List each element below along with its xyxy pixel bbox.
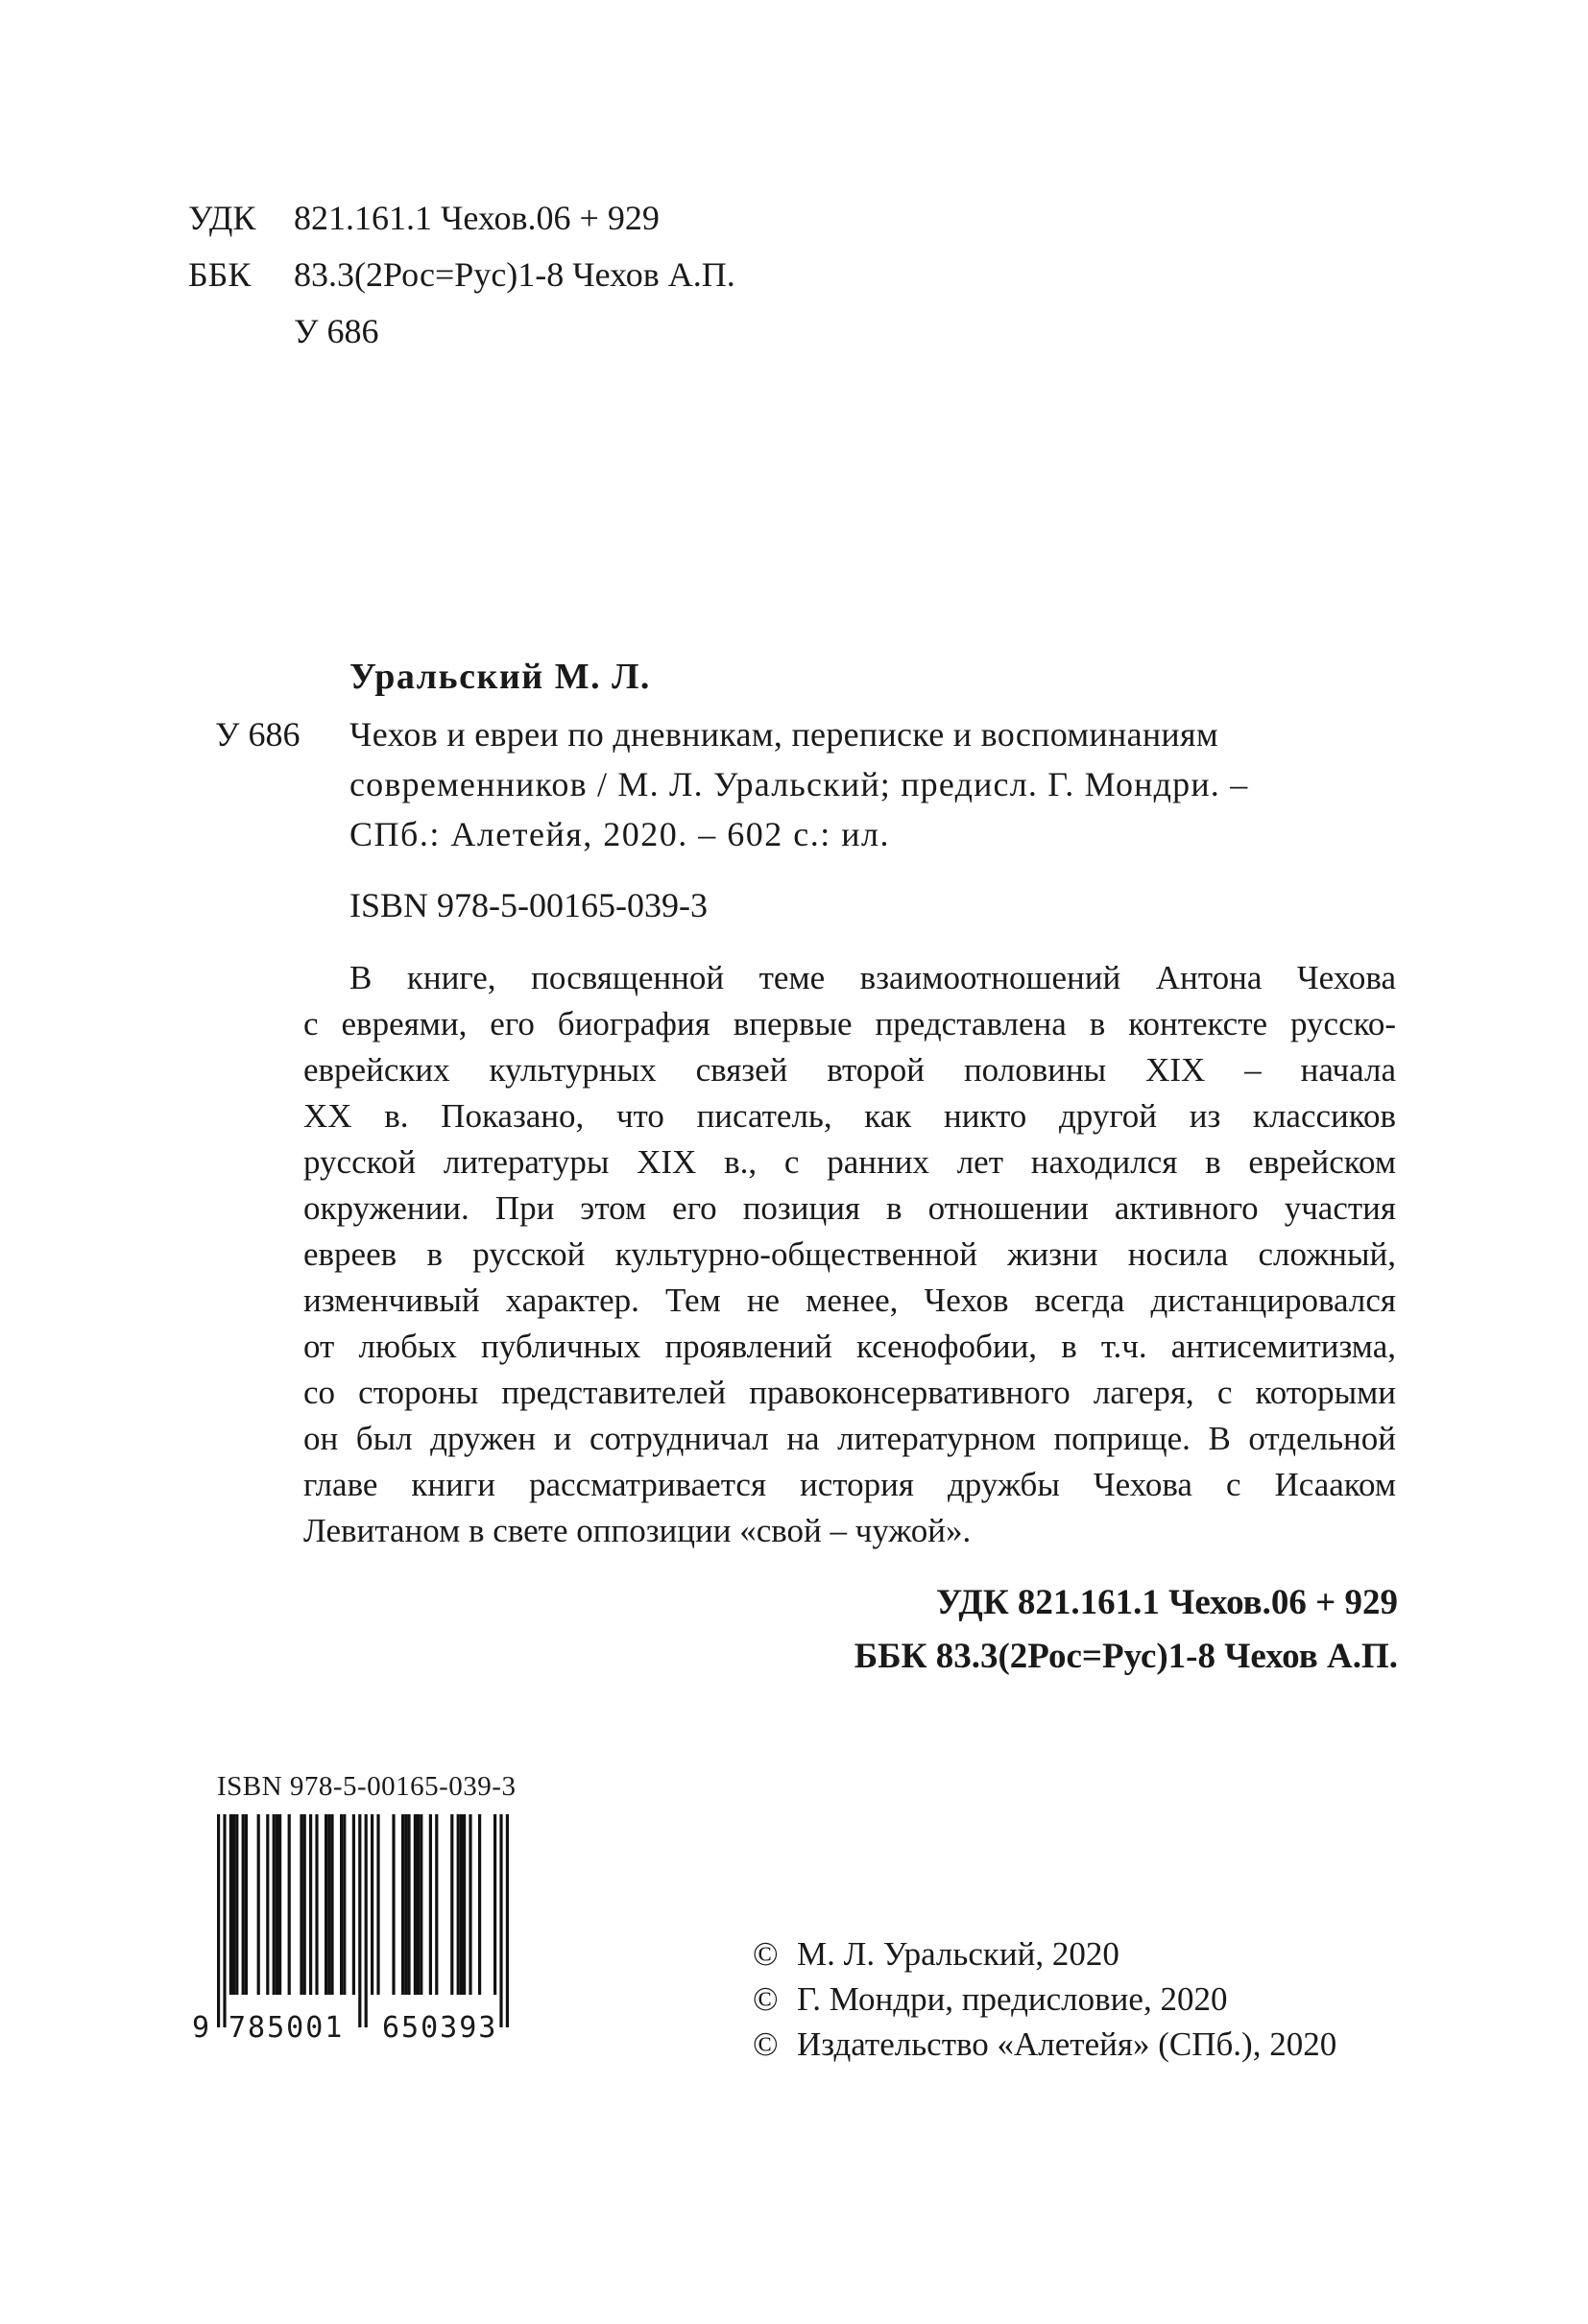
barcode-bar	[266, 1814, 269, 1995]
barcode-bar	[352, 1814, 355, 1995]
barcode-bar	[235, 1814, 238, 1995]
barcode-bar	[242, 1814, 245, 1995]
barcode-guard-bar	[506, 1814, 509, 2027]
call-number: У 686	[215, 715, 301, 754]
annotation-line: еврейских культурных связей второй половины XIX – начала	[303, 1051, 1396, 1089]
barcode-bar	[315, 1814, 318, 1995]
barcode-bar	[245, 1814, 248, 1995]
barcode-bar	[330, 1814, 333, 1995]
annotation-line: он был дружен и сотрудничал на литературном поприще. В отдельной	[303, 1420, 1396, 1457]
udk-code-bottom: УДК 821.161.1 Чехов.06 + 929	[935, 1583, 1398, 1622]
barcode-bar	[392, 1814, 395, 1995]
copyright-symbol: ©	[753, 2025, 779, 2063]
copyright-symbol: ©	[753, 1980, 779, 2018]
barcode-guard-bar	[499, 1814, 502, 2027]
barcode-image	[217, 1814, 536, 2030]
barcode-guard-bar	[217, 1814, 220, 2027]
barcode-lead-digit: 9	[192, 2011, 210, 2045]
annotation-line: евреев в русской культурно-общественной жизни носила сложный,	[303, 1235, 1396, 1273]
udk-value: 821.161.1 Чехов.06 + 929	[294, 199, 660, 237]
barcode-bar	[303, 1814, 306, 1995]
barcode-left-digits: 785001	[229, 2011, 345, 2045]
annotation-line: со стороны представителей правоконсервативного лагеря, с которыми	[303, 1374, 1396, 1411]
barcode-bar	[371, 1814, 373, 1995]
barcode-bar	[376, 1814, 379, 1995]
biblio-line: современников / М. Л. Уральский; предисл. Г. Мондри. –	[349, 765, 1249, 803]
barcode-right-digits: 650393	[382, 2011, 498, 2045]
bbk-label: ББК	[188, 255, 252, 294]
barcode-isbn: ISBN 978-5-00165-039-3	[217, 1771, 517, 1802]
barcode-bar	[417, 1814, 420, 1995]
bbk-value: 83.3(2Рос=Рус)1-8 Чехов А.П.	[294, 255, 735, 294]
annotation-line: от любых публичных проявлений ксенофобии, в т.ч. антисемитизма,	[303, 1328, 1396, 1365]
copyright-line	[753, 1931, 1336, 1977]
biblio-line: СПб.: Алетейя, 2020. – 602 с.: ил.	[349, 815, 891, 853]
biblio-line: Чехов и евреи по дневникам, переписке и воспоминаниям	[349, 715, 1218, 754]
udk-label: УДК	[188, 199, 256, 237]
author-heading: Уральский М. Л.	[349, 657, 651, 697]
barcode-bar	[343, 1814, 346, 1995]
annotation-line: с евреями, его биография впервые представлена в контексте русско-	[303, 1005, 1396, 1042]
barcode-bar	[229, 1814, 232, 1995]
copyright-text: Г. Мондри, предисловие, 2020	[797, 1980, 1228, 2018]
annotation-line: изменчивый характер. Тем не менее, Чехов всегда дистанцировался	[303, 1282, 1396, 1319]
copyright-line	[753, 1977, 1336, 2022]
barcode-bar	[309, 1814, 312, 1995]
isbn: ISBN 978-5-00165-039-3	[349, 886, 708, 924]
author-mark: У 686	[294, 312, 379, 350]
barcode-bar	[469, 1814, 471, 1995]
barcode-bar	[276, 1814, 278, 1995]
barcode-bar	[429, 1814, 432, 1995]
barcode-guard-bar	[223, 1814, 226, 2027]
barcode-bar	[463, 1814, 466, 1995]
classification-codes-bottom	[854, 1576, 1398, 1684]
barcode-bar	[407, 1814, 410, 1995]
barcode-bar	[414, 1814, 417, 1995]
barcode-bar	[404, 1814, 407, 1995]
barcode-bar	[288, 1814, 291, 1995]
annotation-line: Левитаном в свете оппозиции «свой – чужой».	[303, 1512, 972, 1549]
copyright-line	[753, 2022, 1336, 2067]
barcode-bar	[300, 1814, 302, 1995]
barcode-bar	[232, 1814, 235, 1995]
barcode-bar	[327, 1814, 330, 1995]
barcode-guard-bar	[365, 1814, 368, 2027]
barcode-bar	[257, 1814, 260, 1995]
annotation-line: окружении. При этом его позиция в отношении активного участия	[303, 1189, 1396, 1227]
barcode-bar	[420, 1814, 422, 1995]
barcode-bar	[450, 1814, 453, 1995]
barcode-bar	[460, 1814, 463, 1995]
barcode-bar	[478, 1814, 481, 1995]
bbk-code-bottom: ББК 83.3(2Рос=Рус)1-8 Чехов А.П.	[854, 1637, 1398, 1676]
copyright-symbol: ©	[753, 1935, 779, 1973]
classification-block	[188, 193, 956, 356]
barcode-bar	[457, 1814, 460, 1995]
annotation-line: русской литературы XIX в., с ранних лет находился в еврейском	[303, 1143, 1396, 1181]
barcode-bar	[340, 1814, 343, 1995]
barcode-guard-bar	[358, 1814, 361, 2027]
copyrights	[753, 1931, 1336, 2067]
annotation-line: В книге, посвященной теме взаимоотношений Антона Чехова	[349, 959, 1396, 996]
copyright-text: М. Л. Уральский, 2020	[797, 1935, 1119, 1973]
barcode-bar	[493, 1814, 496, 1995]
annotation-line: главе книги рассматривается история дружбы Чехова с Исааком	[303, 1466, 1396, 1503]
barcode-bar	[401, 1814, 404, 1995]
barcode-bar	[273, 1814, 276, 1995]
annotation	[303, 955, 1396, 1554]
annotation-line: XX в. Показано, что писатель, как никто другой из классиков	[303, 1097, 1396, 1135]
barcode-bar	[325, 1814, 327, 1995]
bibliographic-description	[349, 709, 1396, 859]
barcode-bar	[435, 1814, 438, 1995]
copyright-text: Издательство «Алетейя» (СПб.), 2020	[797, 2025, 1337, 2063]
barcode-bar	[278, 1814, 281, 1995]
